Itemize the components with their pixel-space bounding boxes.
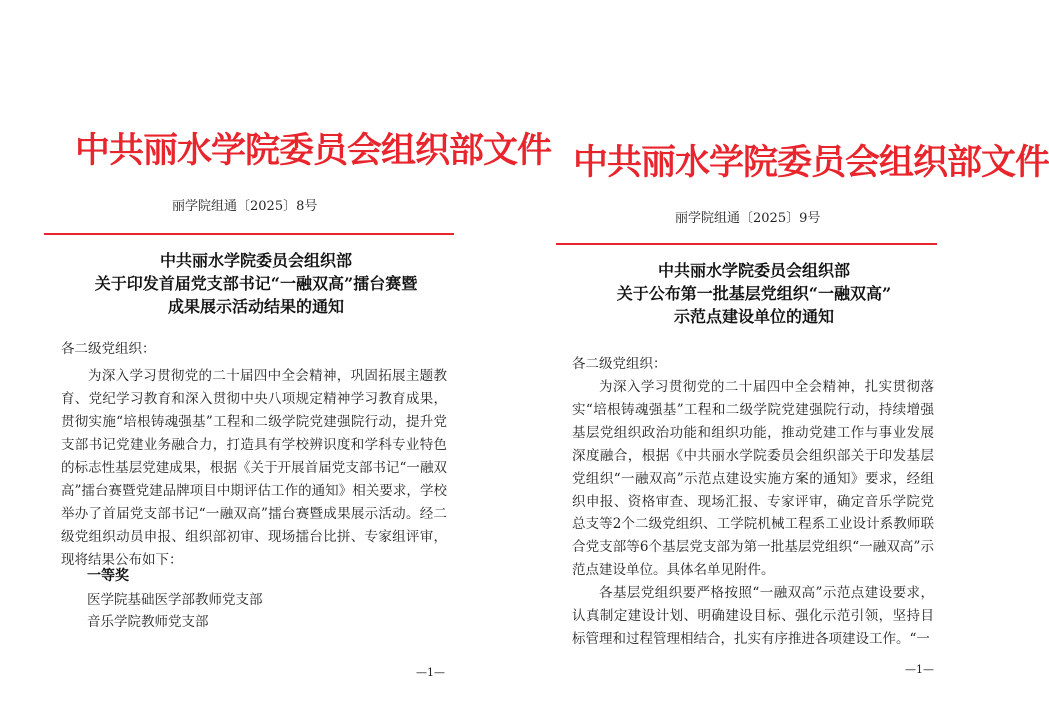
red-divider-line: [556, 243, 937, 245]
body-paragraph: 为深入学习贯彻党的二十届四中全会精神，巩固拓展主题教育、党纪学习教育和深入贯彻中央八项规定精神学习教育成果，贯彻实施“培根铸魂强基”工程和二级学院党建强院行动，提升党支部书记党建业务融合力，打造具有学校辨识度和学科专业特色的标志性基层党建成果，根据《关于开展首届党支部书记“一融双高”擂台赛暨党建品牌项目中期评估工作的通知》相关要求，学校举办了首届党支部书记“一融双高”擂台赛暨成果展示活动。经二级党组织动员申报、组织部初审、现场擂台比拼、专家组评审，现将结果公布如下：: [61, 368, 447, 568]
document-header-title: 中共丽水学院委员会组织部文件: [75, 130, 552, 171]
award-item: 医学院基础医学部教师党支部: [87, 592, 263, 608]
page-number: —1—: [905, 663, 934, 676]
notice-title: [70, 249, 442, 318]
red-divider-line: [44, 233, 454, 235]
salutation: 各二级党组织：: [572, 356, 667, 372]
notice-title-line: 中共丽水学院委员会组织部: [159, 251, 352, 270]
notice-title-line: 中共丽水学院委员会组织部: [657, 261, 850, 280]
salutation: 各二级党组织：: [61, 341, 156, 357]
notice-title-line: 示范点建设单位的通知: [673, 307, 834, 326]
page-number: —1—: [416, 666, 445, 679]
document-page-right: [499, 0, 1049, 711]
document-header-title: 中共丽水学院委员会组织部文件: [573, 142, 1049, 183]
document-number: 丽学院组通〔2025〕8号: [172, 199, 318, 214]
notice-title-line: 关于印发首届党支部书记“一融双高”擂台赛暨: [94, 274, 418, 293]
award-heading: 一等奖: [87, 568, 129, 584]
notice-title: [565, 259, 943, 328]
body-paragraph: 各基层党组织要严格按照“一融双高”示范点建设要求，认真制定建设计划、明确建设目标、强化示范引领，坚持目标管理和过程管理相结合，扎实有序推进各项建设工作。“一: [572, 585, 934, 647]
body-paragraph: 为深入学习贯彻党的二十届四中全会精神，扎实贯彻落实“培根铸魂强基”工程和二级学院党建强院行动，持续增强基层党组织政治功能和组织功能，推动党建工作与事业发展深度融合，根据《中共丽水学院委员会组织部关于印发基层党组织“一融双高”示范点建设实施方案的通知》要求，经组织申报、资格审查、现场汇报、专家评审，确定音乐学院党总支等2个二级党组织、工学院机械工程系工业设计系教师联合党支部等6个基层党支部为第一批基层党组织“一融双高”示范点建设单位。具体名单见附件。: [572, 379, 934, 579]
award-item: 音乐学院教师党支部: [87, 614, 209, 630]
notice-title-line: 成果展示活动结果的通知: [167, 297, 344, 316]
notice-title-line: 关于公布第一批基层党组织“一融双高”: [616, 284, 892, 303]
document-number: 丽学院组通〔2025〕9号: [675, 211, 821, 226]
